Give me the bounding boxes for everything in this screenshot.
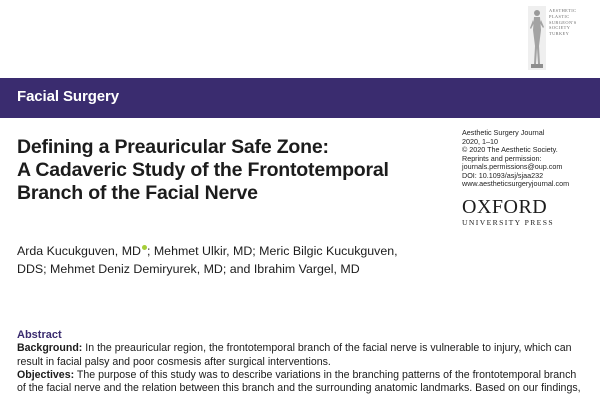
author-line — [17, 242, 457, 260]
journal-name: Aesthetic Surgery Journal — [462, 128, 545, 137]
author-name: Arda Kucukguven, MD — [17, 244, 141, 258]
publisher-subline: UNIVERSITY PRESS — [462, 218, 554, 227]
abstract-heading: Abstract — [17, 329, 62, 341]
society-logo-text — [549, 8, 577, 37]
abstract-background-line — [17, 342, 592, 355]
journal-year-pages: 2020, 1–10 — [462, 136, 498, 146]
author-names-rest: ; Mehmet Ulkir, MD; Meric Bilgic Kucukguven, — [146, 244, 398, 258]
background-label: Background: — [17, 342, 83, 355]
logo-line: PLASTIC — [549, 13, 570, 19]
objectives-label: Objectives: — [17, 368, 75, 381]
journal-metadata — [462, 129, 597, 189]
society-logo — [528, 6, 588, 72]
title-line: Branch of the Facial Nerve — [17, 182, 258, 204]
doi[interactable]: DOI: 10.1093/asj/sjaa232 — [462, 170, 544, 180]
author-line: DDS; Mehmet Deniz Demiryurek, MD; and Ibrahim Vargel, MD — [17, 262, 360, 276]
abstract — [17, 329, 592, 395]
logo-line: SURGEON'S — [549, 19, 577, 25]
logo-line: TURKEY — [549, 31, 570, 37]
background-text: In the preauricular region, the frontotemporal branch of the facial nerve is vulnerable to injury, which can — [85, 342, 572, 355]
author-list — [17, 242, 457, 278]
journal-website[interactable]: www.aestheticsurgeryjournal.com — [462, 179, 570, 188]
title-line: Defining a Preauricular Safe Zone: — [17, 136, 329, 158]
reprints-label: Reprints and permission: — [462, 153, 542, 163]
title-line: A Cadaveric Study of the Frontotemporal — [17, 159, 389, 181]
statue-icon — [528, 6, 546, 70]
abstract-objectives-line: of the facial nerve and the relation between this branch and the surrounding anatomic landmarks. Based on our findings, — [17, 382, 581, 395]
logo-line: SOCIETY — [549, 25, 571, 31]
section-banner — [0, 78, 600, 118]
publisher-wordmark: OXFORD — [462, 196, 548, 218]
section-label: Facial Surgery — [17, 88, 119, 105]
abstract-background-line: result in facial palsy and poor cosmesis after surgical interventions. — [17, 355, 331, 368]
logo-line: AESTHETIC — [549, 8, 577, 13]
article-title — [17, 136, 437, 205]
objectives-text: The purpose of this study was to describe variations in the branching patterns of the frontotemporal branch — [76, 368, 577, 381]
publisher-logo — [462, 197, 554, 227]
copyright: © 2020 The Aesthetic Society. — [462, 145, 558, 154]
permissions-email[interactable]: journals.permissions@oup.com — [462, 162, 563, 171]
abstract-objectives-line — [17, 369, 592, 382]
